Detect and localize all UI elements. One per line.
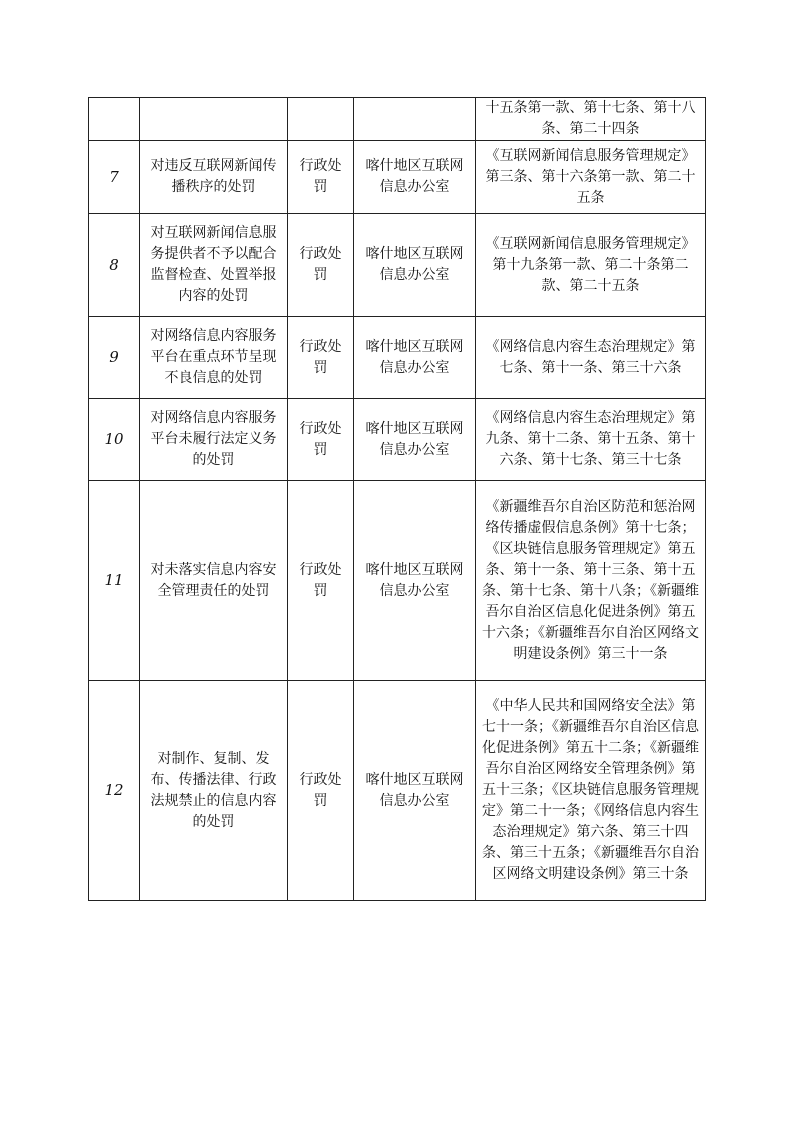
- row-number: 8: [89, 214, 140, 317]
- legal-basis: 《互联网新闻信息服务管理规定》第十九条第一款、第二十条第二款、第二十五条: [476, 214, 706, 317]
- legal-basis: 《网络信息内容生态治理规定》第七条、第十一条、第三十六条: [476, 317, 706, 399]
- item-type: [288, 98, 354, 141]
- table-row: [89, 98, 706, 141]
- responsible-dept: 喀什地区互联网信息办公室: [354, 214, 476, 317]
- responsible-dept: 喀什地区互联网信息办公室: [354, 481, 476, 681]
- item-name: 对网络信息内容服务平台在重点环节呈现不良信息的处罚: [140, 317, 288, 399]
- row-number: 12: [89, 681, 140, 901]
- legal-basis: 《新疆维吾尔自治区防范和惩治网络传播虚假信息条例》第十七条；《区块链信息服务管理规定》第五条、第十一条、第十三条、第十五条、第十七条、第十八条；《新疆维吾尔自治区信息化促进条例》第五十六条；《新疆维吾尔自治区网络文明建设条例》第三十一条: [476, 481, 706, 681]
- item-name: 对互联网新闻信息服务提供者不予以配合监督检查、处置举报内容的处罚: [140, 214, 288, 317]
- item-type: 行政处罚: [288, 681, 354, 901]
- item-name: 对未落实信息内容安全管理责任的处罚: [140, 481, 288, 681]
- table-row: [89, 141, 706, 214]
- penalty-table: [88, 97, 706, 901]
- item-type: 行政处罚: [288, 481, 354, 681]
- responsible-dept: [354, 98, 476, 141]
- responsible-dept: 喀什地区互联网信息办公室: [354, 399, 476, 481]
- item-name: 对网络信息内容服务平台未履行法定义务的处罚: [140, 399, 288, 481]
- row-number: 10: [89, 399, 140, 481]
- row-number: 7: [89, 141, 140, 214]
- row-number: [89, 98, 140, 141]
- table-row: [89, 681, 706, 901]
- responsible-dept: 喀什地区互联网信息办公室: [354, 317, 476, 399]
- item-type: 行政处罚: [288, 141, 354, 214]
- table-row: [89, 481, 706, 681]
- item-type: 行政处罚: [288, 214, 354, 317]
- legal-basis: 《中华人民共和国网络安全法》第七十一条；《新疆维吾尔自治区信息化促进条例》第五十二条；《新疆维吾尔自治区网络安全管理条例》第五十三条；《区块链信息服务管理规定》第二十一条；《网络信息内容生态治理规定》第六条、第三十四条、第三十五条；《新疆维吾尔自治区网络文明建设条例》第三十条: [476, 681, 706, 901]
- item-name: [140, 98, 288, 141]
- table-row: [89, 399, 706, 481]
- table-row: [89, 214, 706, 317]
- item-type: 行政处罚: [288, 399, 354, 481]
- row-number: 9: [89, 317, 140, 399]
- responsible-dept: 喀什地区互联网信息办公室: [354, 681, 476, 901]
- legal-basis: 《网络信息内容生态治理规定》第九条、第十二条、第十五条、第十六条、第十七条、第三十七条: [476, 399, 706, 481]
- item-name: 对违反互联网新闻传播秩序的处罚: [140, 141, 288, 214]
- item-name: 对制作、复制、发布、传播法律、行政法规禁止的信息内容的处罚: [140, 681, 288, 901]
- legal-basis: 十五条第一款、第十七条、第十八条、第二十四条: [476, 98, 706, 141]
- responsible-dept: 喀什地区互联网信息办公室: [354, 141, 476, 214]
- table-row: [89, 317, 706, 399]
- legal-basis: 《互联网新闻信息服务管理规定》第三条、第十六条第一款、第二十五条: [476, 141, 706, 214]
- row-number: 11: [89, 481, 140, 681]
- item-type: 行政处罚: [288, 317, 354, 399]
